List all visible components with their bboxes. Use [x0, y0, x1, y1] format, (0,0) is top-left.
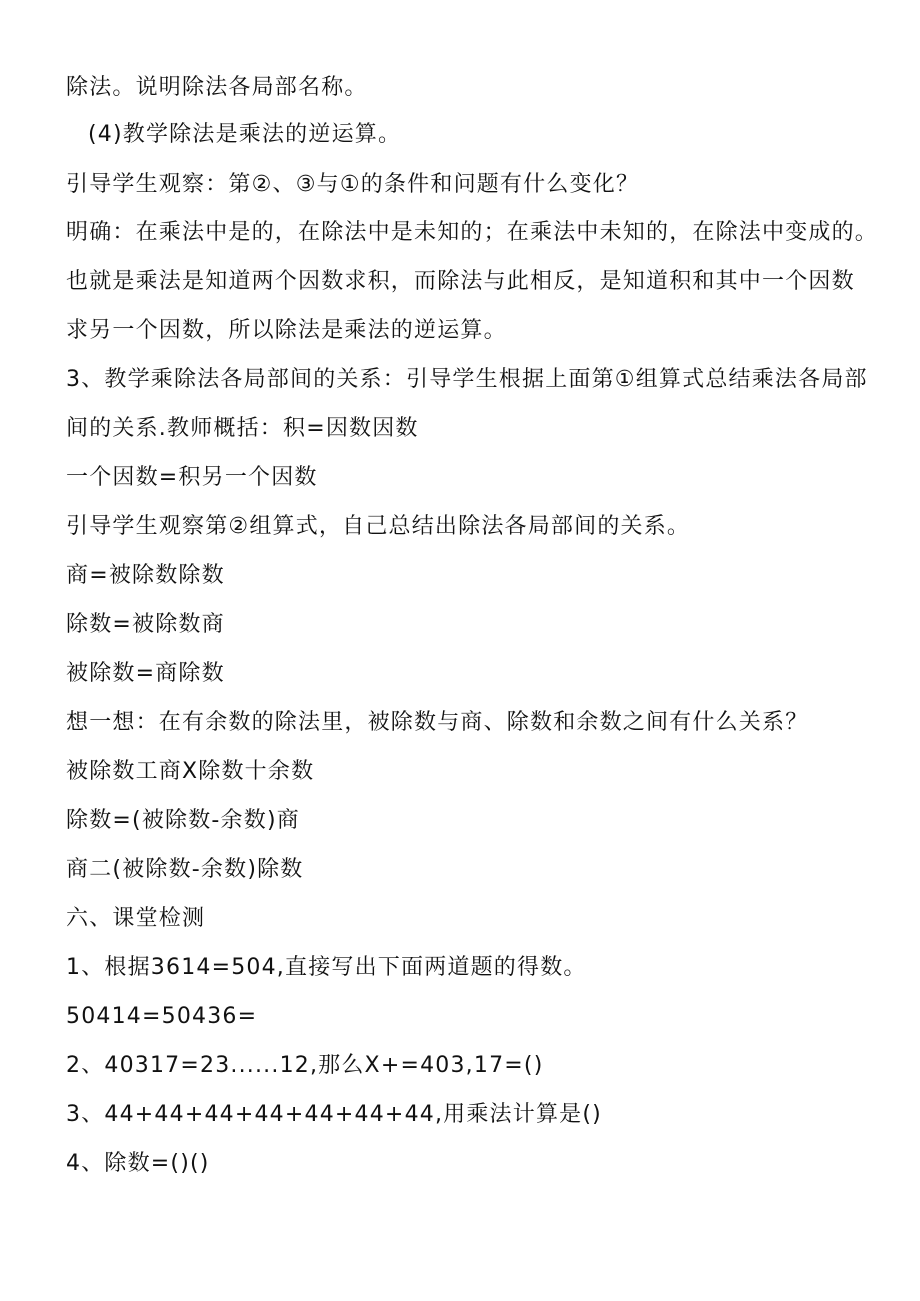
section-heading: 六、课堂检测	[66, 906, 206, 931]
exercise-item: 3、44+44+44+44+44+44+44,用乘法计算是()	[66, 1102, 602, 1127]
paragraph-line: 除法。说明除法各局部名称。	[66, 75, 368, 100]
formula-line: 除数=被除数商	[66, 612, 225, 637]
paragraph-line: 想一想：在有余数的除法里，被除数与商、除数和余数之间有什么关系？	[66, 710, 809, 735]
paragraph-line: 也就是乘法是知道两个因数求积，而除法与此相反，是知道积和其中一个因数	[66, 269, 855, 294]
exercise-item: 50414=50436=	[66, 1004, 258, 1029]
paragraph-line: 一个因数=积另一个因数	[66, 465, 318, 490]
formula-line: 商=被除数除数	[66, 563, 225, 588]
paragraph-line: 引导学生观察：第②、③与①的条件和问题有什么变化？	[66, 172, 640, 197]
paragraph-line: 引导学生观察第②组算式，自己总结出除法各局部间的关系。	[66, 514, 691, 539]
formula-line: 除数=(被除数-余数)商	[66, 808, 300, 833]
exercise-item: 4、除数=()()	[66, 1151, 210, 1176]
formula-line: 商二(被除数-余数)除数	[66, 857, 304, 882]
paragraph-line: (4)教学除法是乘法的逆运算。	[88, 122, 402, 147]
formula-line: 被除数工商X除数十余数	[66, 759, 315, 784]
exercise-item: 1、根据3614=504,直接写出下面两道题的得数。	[66, 955, 587, 980]
paragraph-line: 求另一个因数，所以除法是乘法的逆运算。	[66, 318, 507, 343]
paragraph-line: 明确：在乘法中是的，在除法中是未知的；在乘法中未知的，在除法中变成的。	[66, 220, 879, 245]
paragraph-line: 间的关系.教师概括：积=因数因数	[66, 416, 419, 441]
paragraph-line: 3、教学乘除法各局部间的关系：引导学生根据上面第①组算式总结乘法各局部	[66, 367, 868, 392]
exercise-item: 2、40317=23......12,那么X+=403,17=()	[66, 1053, 544, 1078]
formula-line: 被除数=商除数	[66, 661, 225, 686]
